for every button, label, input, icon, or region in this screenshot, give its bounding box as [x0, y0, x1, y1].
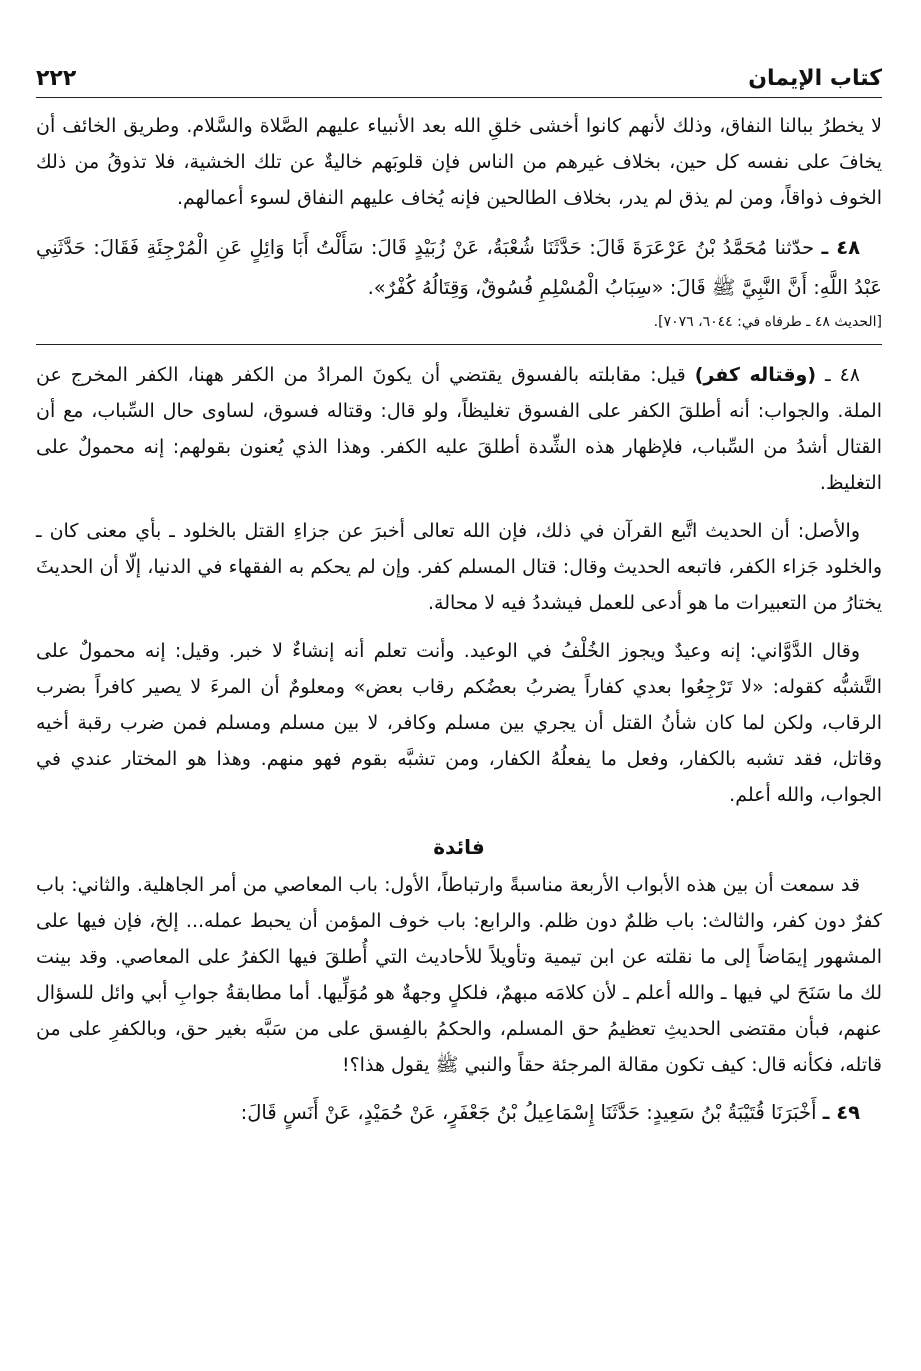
faida-paragraph: قد سمعت أن بين هذه الأبواب الأربعة مناسبةً وارتباطاً، الأول: باب المعاصي من أمر الجاهلية. والثاني: باب كفرٌ دون كفر، والثالث: باب ظلمٌ دون ظلم. والرابع: باب خوف المؤمن أن يحبط عمله... إلخ، فإن فيها على المشهور إيمَاضاً إلى ما نقلته عن ابن تيمية وتأويلاً للأحاديث التي أُطلقَ فيها الكفرُ على المعاصي. وقد بينت لك ما سَنَحَ لي فيها ـ والله أعلم ـ لأن كلامَه مبهمٌ، فلكلٍ وجهةٌ هو مُوَلِّيها. أما مطابقةُ جوابِ أبي وائل للسؤال عنهم، فبأن مقتضى الحديثِ تعظيمُ حق المسلم، والحكمُ بالفِسق على من سَبَّه بغير حق، وبالكفرِ على من قاتله، فكأنه قال: كيف تكون مقالة المرجئة حقاً والنبي ﷺ يقول هذا؟! [36, 874, 882, 1076]
commentary-text-1: قيل: مقابلته بالفسوق يقتضي أن يكونَ المرادُ من الكفر ههنا، الكفر المخرج عن الملة. والجواب: أنه أطلقَ الكفر على الفسوق تغليظاً، ولو قال: وقتاله فسوق، لساوى حال السِّباب، مع أن القتال أشدُ من السِّباب، فلإظهار هذه الشِّدة أطلقَ عليه الكفر. وهذا الذي يُعنون بقولهم: إنه محمولٌ على التغليظ. [36, 364, 882, 494]
intro-paragraph: لا يخطرُ ببالنا النفاق، وذلك لأنهم كانوا أخشى خلقِ الله بعد الأنبياء عليهم الصَّلاة والسَّلام. وطريق الخائف أن يخافَ على نفسه كل حين، بخلاف غيرهم من الناس فإن قلوبَهم خاليةٌ عن تلك الخشية، فلا تذوقُ من ذلك الخوف ذواقاً، ومن لم يذق لم يدر، بخلاف الطالحين فإنه يُخاف عليهم النفاق لسوء أعمالهم. [36, 115, 882, 209]
commentary-number: ٤٨ ـ [825, 364, 861, 386]
commentary-lead: (وقتاله كفر) [694, 364, 817, 386]
section-divider [36, 344, 882, 345]
hadith-49-number: ٤٩ ـ [822, 1101, 860, 1124]
hadith-48-number: ٤٨ ـ [821, 236, 860, 259]
book-page [36, 66, 882, 1133]
hadith-48-reference: [الحديث ٤٨ ـ طرفاه في: ٦٠٤٤، ٧٠٧٦]. [653, 314, 882, 330]
commentary-paragraph-2: والأصل: أن الحديث اتَّبع القرآن في ذلك، فإن الله تعالى أخبرَ عن جزاءِ القتل بالخلود ـ بأي معنى كان ـ والخلود جَزاء الكفر، فاتبعه الحديث وقال: قتال المسلم كفر. وإن لم يحكم به الفقهاء في الدنيا، إلّا أن الحديثَ يختارُ من التعبيرات ما هو أدعى للعمل فيشددُ فيه لا محالة. [36, 520, 882, 614]
hadith-48-text: حدّثنا مُحَمَّدُ بْنُ عَرْعَرَةَ قَالَ: حَدَّثَنَا شُعْبَةُ، عَنْ زُبَيْدٍ قَالَ: سَأَلْتُ أَبَا وَائِلٍ عَنِ الْمُرْجِئَةِ فَقَالَ: حَدَّثَنِي عَبْدُ اللَّهِ: أَنَّ النَّبِيَّ ﷺ قَالَ: «سِبَابُ الْمُسْلِمِ فُسُوقٌ، وَقِتَالُهُ كُفْرٌ». [36, 236, 882, 299]
faida-title: فائدة [433, 835, 485, 859]
commentary-paragraph-1 [36, 357, 882, 501]
chapter-title: كتاب الإيمان [748, 66, 882, 91]
hadith-49 [36, 1093, 882, 1133]
page-number: ٢٢٢ [36, 66, 77, 91]
commentary-paragraph-3: وقال الدَّوَّاني: إنه وعيدٌ ويجوز الخُلْفُ في الوعيد. وأنت تعلم أنه إنشاءٌ لا خبر. وقيل: إنه محمولٌ على التَّشبُّه كقوله: «لا تَرْجِعُوا بعدي كفاراً يضربُ بعضُكم رقاب بعض» ومعلومٌ أن المرءَ لا يصير كافراً بضرب الرقاب، ولكن لما كان شأنُ القتل أن يجري بين مسلم وكافر، لا بين مسلم ومسلم فمن ضرب رقبة أخيه وقاتل، فقد تشبه بالكفار، وفعل ما يفعلُهُ الكفار، ومن تشبَّه بقوم فهو منهم. وهذا هو المختار عندي في الجواب، والله أعلم. [36, 640, 882, 806]
hadith-48 [36, 228, 882, 308]
hadith-49-text: أَخْبَرَنَا قُتَيْبَةُ بْنُ سَعِيدٍ: حَدَّثَنَا إِسْمَاعِيلُ بْنُ جَعْفَرٍ، عَنْ حُمَيْدٍ، عَنْ أَنَسٍ قَالَ: [240, 1101, 817, 1124]
page-header [36, 66, 882, 98]
